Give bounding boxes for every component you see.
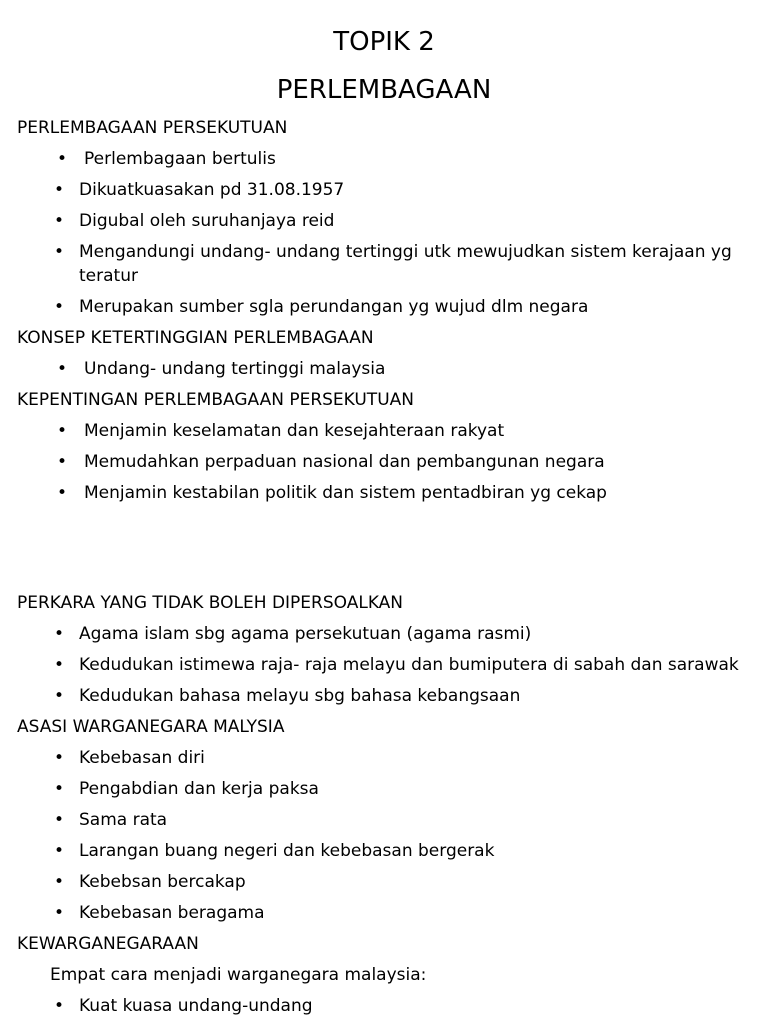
slide-gap	[17, 505, 753, 584]
bullet-list-perkara-tidak-boleh-dipersoalkan	[17, 622, 753, 708]
list-item: • Memudahkan perpaduan nasional dan pembangunan negara	[17, 450, 753, 474]
section-heading-asasi-warganegara: ASASI WARGANEGARA MALYSIA	[17, 717, 285, 737]
list-item: • Larangan buang negeri dan kebebasan bergerak	[17, 839, 753, 863]
list-item: • Perlembagaan bertulis	[17, 147, 753, 171]
slide-title-line-2: PERLEMBAGAAN	[276, 75, 492, 105]
bullet-list-konsep-ketertinggian	[17, 357, 753, 381]
section-heading-perkara-tidak-boleh-dipersoalkan: PERKARA YANG TIDAK BOLEH DIPERSOALKAN	[17, 593, 404, 613]
document-body	[17, 116, 753, 1018]
bullet-list-kewarganegaraan	[17, 994, 753, 1018]
section-heading-perlembagaan-persekutuan: PERLEMBAGAAN PERSEKUTUAN	[17, 118, 288, 138]
list-item: • Kebebsan bercakap	[17, 870, 753, 894]
list-item: • Kedudukan istimewa raja- raja melayu dan bumiputera di sabah dan sarawak	[17, 653, 753, 677]
list-item: • Kebebasan beragama	[17, 901, 753, 925]
list-item: • Mengandungi undang- undang tertinggi utk mewujudkan sistem kerajaan yg teratur	[17, 240, 753, 288]
bullet-list-perlembagaan-persekutuan	[17, 147, 753, 171]
list-item: • Merupakan sumber sgla perundangan yg wujud dlm negara	[17, 295, 753, 319]
section-heading-kepentingan: KEPENTINGAN PERLEMBAGAAN PERSEKUTUAN	[17, 390, 414, 410]
section-note-kewarganegaraan: Empat cara menjadi warganegara malaysia:	[50, 965, 427, 985]
list-item: • Menjamin kestabilan politik dan sistem pentadbiran yg cekap	[17, 481, 753, 505]
section-heading-konsep-ketertinggian: KONSEP KETERTINGGIAN PERLEMBAGAAN	[17, 328, 374, 348]
list-item: • Sama rata	[17, 808, 753, 832]
list-item: • Pengabdian dan kerja paksa	[17, 777, 753, 801]
list-item: • Digubal oleh suruhanjaya reid	[17, 209, 753, 233]
list-item: • Kedudukan bahasa melayu sbg bahasa kebangsaan	[17, 684, 753, 708]
list-item: • Menjamin keselamatan dan kesejahteraan rakyat	[17, 419, 753, 443]
list-item: • Undang- undang tertinggi malaysia	[17, 357, 753, 381]
list-item: • Dikuatkuasakan pd 31.08.1957	[17, 178, 753, 202]
list-item: • Agama islam sbg agama persekutuan (agama rasmi)	[17, 622, 753, 646]
list-item: • Kebebasan diri	[17, 746, 753, 770]
slide-title-line-1: TOPIK 2	[333, 27, 435, 57]
list-item: • Kuat kuasa undang-undang	[17, 994, 753, 1018]
bullet-list-kepentingan	[17, 419, 753, 505]
bullet-list-asasi-warganegara	[17, 746, 753, 925]
section-heading-kewarganegaraan: KEWARGANEGARAAN	[17, 934, 199, 954]
bullet-list-perlembagaan-persekutuan-continued	[17, 178, 753, 319]
